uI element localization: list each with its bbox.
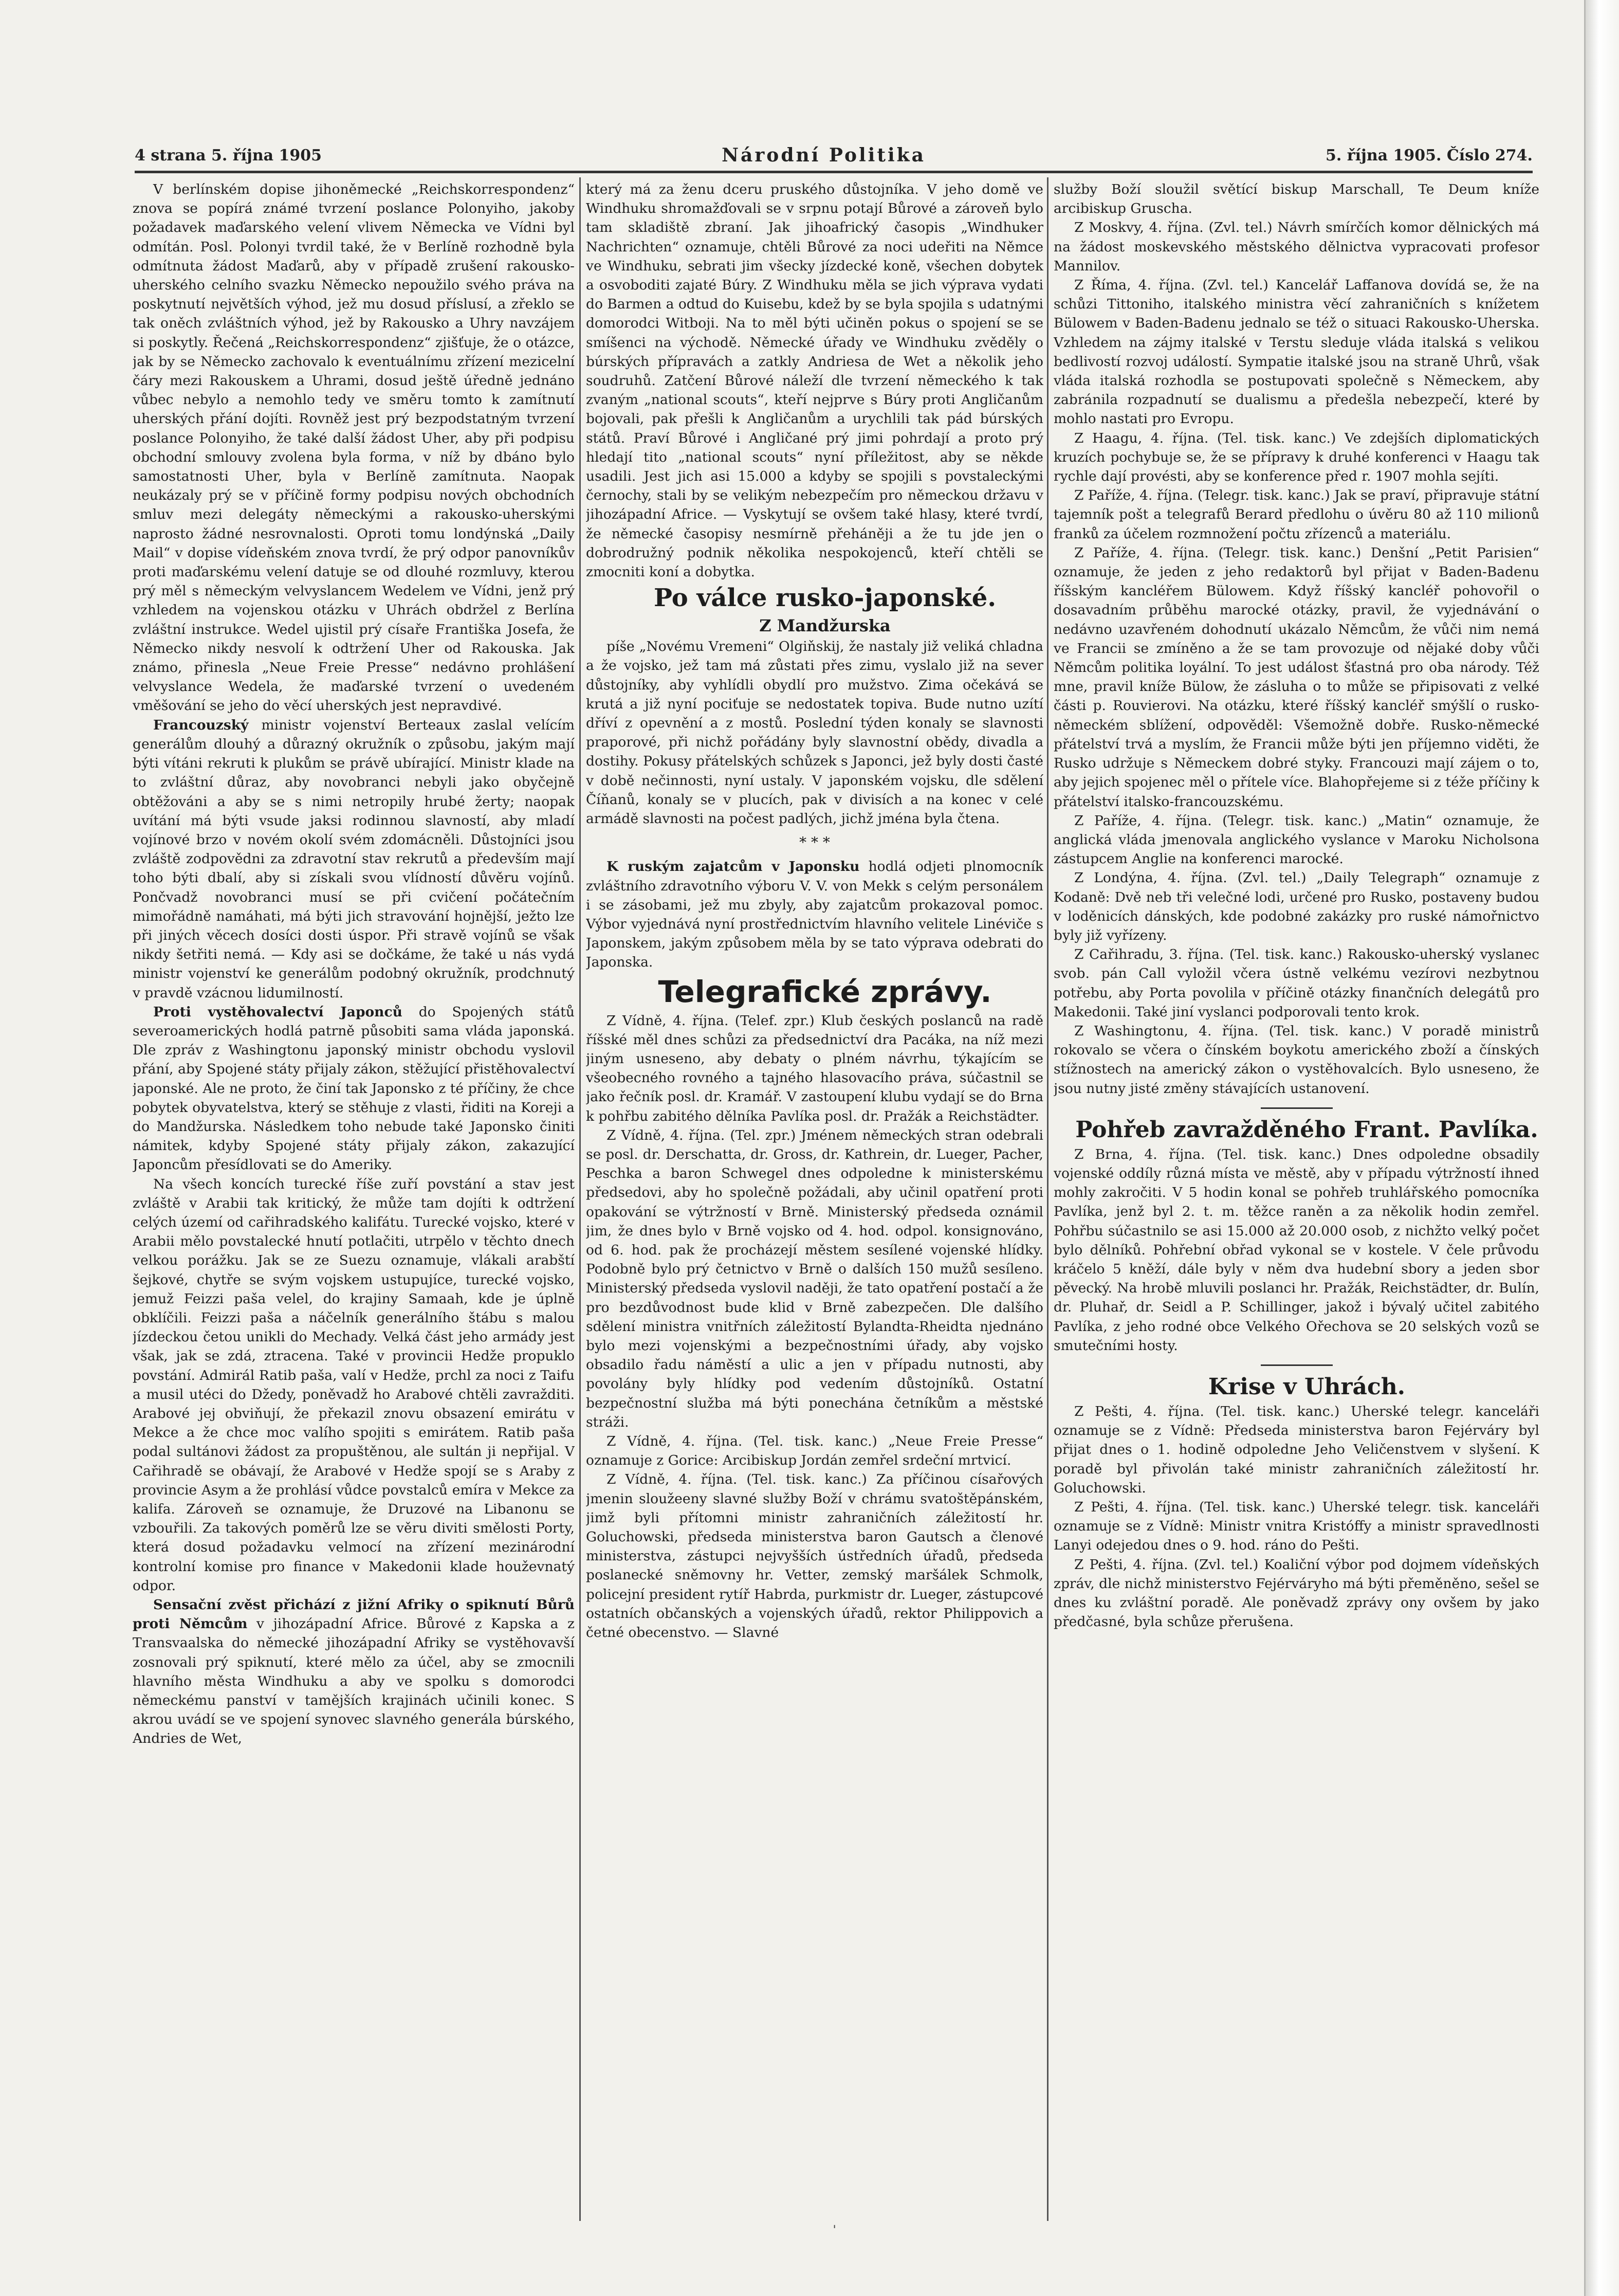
- article-french-recruits: [133, 716, 575, 1003]
- header-date-left: 4 strana 5. října 1905: [135, 146, 322, 165]
- telegram-washington: Z Washingtonu, 4. října. (Tel. tisk. kanc.) V poradě ministrů rokovalo se včera o čínském boykotu amerického zboží a čínských stížnostech na americký zákon o vystěhovalcích. Bylo usneseno, že jsou nutny jisté změny stávajících ustanovení.: [1054, 1023, 1539, 1097]
- column-1: [133, 180, 575, 2221]
- telegram-paris-1: Z Paříže, 4. října. (Telegr. tisk. kanc.) Jak se praví, připravuje státní tajemník pošt a telegrafů Berard předlohu o úvěru 80 až 110 milionů franků za účelem rozmnožení počtu zřízenců a materiálu.: [1054, 487, 1539, 542]
- article-reichskorrespondenz: V berlínském dopise jihoněmecké „Reichskorrespondenz“ znova se popírá známé tvrzení poslance Polonyiho, jakoby požadavek maďarského velení vlivem Německa ve Vídni byl odmítán. Posl. Polonyi tvrdil také, že v Berlíně rozhodně byla odmítnuta žádost Maďarů, aby v případě zrušení rakousko-uherského celního svazku Německo nepoužilo svého práva na poskytnutí největších výhod, jež mu dosud příslusí, a zřeklo se tak oněch zvláštních výhod, jež by Rakousko a Uhry navzájem si poskytly. Řečená „Reichskorrespondenz“ zjišťuje, že o otázce, jak by se Německo zachovalo k eventuálnímu zřízení mezicelní čáry mezi Rakouskem a Uhrami, dosud ještě úředně jednáno vůbec nebylo a nemohlo tedy ve směru tomto k zamítnutí uherských přání dojíti. Rovněž jest prý bezpodstatným tvrzení poslance Polonyiho, že také další žádost Uher, aby při podpisu obchodní smlouvy zvolena byla forma, v níž by dbáno bylo samostatnosti Uher, byla v Berlíně zamítnuta. Naopak neukázaly prý se v příčině formy podpisu nových obchodních smluv mezi delegáty německými a rakousko-uherskými naprosto žádné nesrovnalosti. Oproti tomu londýnská „Daily Mail“ v dopise vídeňském znova tvrdí, že prý odpor panovníkův proti maďarskému velení datuje se od dlouhé rozmluvy, kterou prý měl s německým velvyslancem Wedelem ve Vídni, jenž prý vzhledem na vojenskou otázku v Uhrách obdržel z Berlína zvláštní instrukce. Wedel ujistil prý císaře Františka Josefa, že Německo nikdy nesvolí k odtržení Uher od Rakouska. Jak známo, přinesla „Neue Freie Presse“ nedávno prohlášení velvyslance Wedela, že maďarské tvrzení o uvedeném vměšování se jeho do věcí uherských jest nepravdivé.: [133, 181, 575, 714]
- bottom-mark: ˈ: [833, 2224, 837, 2239]
- telegram-hague: Z Haagu, 4. října. (Tel. tisk. kanc.) Ve zdejších diplomatických kruzích pochybuje se, že se přípravy k druhé konferenci v Haagu tak rychle dají provésti, aby se konference před r. 1907 mohla sejíti.: [1054, 430, 1539, 485]
- article-body: do Spojených států severoamerických hodlá patrně působiti sama vláda japonská. Dle zpráv z Washingtonu japonský ministr obchodu vyslovil přání, aby Spojené státy přijaly zákon, stěžující přistěhovalectví japonské. Ale ne proto, že činí tak Japonsko z té příčiny, že chce pobytek obyvatelstva, který se stěhuje z vlasti, řiditi na Koreji a do Mandžurska. Následkem toho nebude také Japonsko činiti námitek, kdyby Spojené státy přijaly zákon, zakazující Japoncům přesídlovati se do Ameriky.: [133, 1004, 575, 1173]
- telegram-vienna-4-continued: služby Boží sloužil světící biskup Marschall, Te Deum kníže arcibiskup Gruscha.: [1054, 181, 1539, 217]
- article-body: v jihozápadní Africe. Bůrové z Kapska a z Transvaalska do německé jihozápadní Afriky se vystěhovavší zosnovali prý spiknutí, které mělo za účel, aby se zmocnili hlavního města Windhuku a aby ve spolku s domorodci německému panství v tamějších krajinách učinili konec. S akrou uvádí se ve spojení synovec slavného generála búrského, Andries de Wet,: [133, 1616, 575, 1747]
- article-lead: K ruským zajatcům v Japonsku: [606, 859, 860, 875]
- article-lead: Sensační zvěst přichází z jižní Afriky o spiknutí Bůrů proti Němcům: [133, 1597, 575, 1632]
- column-divider-1: [579, 177, 581, 2221]
- section-heading-telegrams: Telegrafické zprávy.: [658, 974, 992, 1009]
- telegram-moscow: Z Moskvy, 4. října. (Zvl. tel.) Návrh smírčích komor dělnických má na žádost moskevského městského dělnictva vypracovati profesor Mannilov.: [1054, 220, 1539, 274]
- article-boer-conspiracy: [133, 1595, 575, 1748]
- column-divider-2: [1047, 177, 1048, 2221]
- masthead-title: Národní Politika: [722, 144, 926, 166]
- telegram-vienna-3: Z Vídně, 4. října. (Tel. tisk. kanc.) „Neue Freie Presse“ oznamuje z Gorice: Arcibiskup Jordán zemřel srdeční mrtvicí.: [586, 1433, 1043, 1469]
- column-2: [586, 180, 1043, 2221]
- telegram-pest-1: Z Pešti, 4. října. (Tel. tisk. kanc.) Uherské telegr. kanceláři oznamuje se z Vídně: Předseda ministerstva baron Fejérváry byl přijat dnes o 1. hodině odpoledne Jeho Veličenstvem v slyšení. K poradě byl přivolán také ministr zahraničních záležitostí hr. Goluchowski.: [1054, 1403, 1539, 1496]
- telegram-vienna-1: Z Vídně, 4. října. (Telef. zpr.) Klub českých poslanců na radě říšské měl dnes schůzi za předsednictví dra Pacáka, na níž mezi jiným usneseno, aby debaty o plném návrhu, týkajícím se všeobecného rovného a tajného hlasovacího práva, súčastnil se jako řečník posl. dr. Kramář. V zastoupení klubu vydají se do Brna k pohřbu zabitého dělníka Pavlíka posl. dr. Pražák a Reichstädter.: [586, 1012, 1043, 1124]
- column-3: [1054, 180, 1539, 2221]
- section-heading-pavlik-funeral: Pohřeb zavražděného Frant. Pavlíka.: [1075, 1116, 1538, 1143]
- section-separator-stars: * * *: [799, 834, 830, 851]
- section-rule: [1261, 1364, 1333, 1366]
- section-rule: [1261, 1107, 1333, 1109]
- article-manchuria: píše „Novému Vremeni“ Olgiňskij, že nastaly již veliká chladna a že vojsko, jež tam má zůstati přes zimu, vyslalo již na sever důstojníky, aby vyhlídli obydlí pro mužstvo. Zima očekává se krutá a již nyní pociťuje se nedostatek topiva. Bude nutno uzítí dříví z opevnění a z mostů. Poslední týden konaly se slavnosti praporové, při nichž pořádány byly slavnostní obědy, divadla a dostihy. Pokusy přátelských schůzek s Japonci, jež byly dosti časté v době nečinnosti, nyní ustaly. V japonském vojsku, dle sdělení Číňanů, konaly se v plucích, pak v divisích a na konec v celé armádě slavnosti na počest padlých, jichž jména byla čtena.: [586, 639, 1043, 827]
- telegram-paris-3: Z Paříže, 4. října. (Telegr. tisk. kanc.) „Matin“ oznamuje, že anglická vláda jmenovala anglického vyslance v Maroku Nicholsona zástupcem Anglie na konferenci marocké.: [1054, 812, 1539, 867]
- section-subheading-manchuria: Z Mandžurska: [759, 616, 891, 636]
- article-boer-continued: který má za ženu dceru pruského důstojníka. V jeho domě ve Windhuku shromažďovali se v srpnu potají Bůrové a zároveň bylo tam skladiště zbraní. Jak jihoafrický časopis „Windhuker Nachrichten“ oznamuje, chtěli Bůrové za noci udeřiti na Němce ve Windhuku, sebrati jim všecky jízdecké koně, všechen dobytek a osvoboditi zajaté Búry. Z Windhuku měla se jich výprava vydati do Barmen a odtud do Kuisebu, kdež by se byla spojila s udatnými domorodci Witboji. Na to měl býti učiněn pokus o spojení se se smíšenci na východě. Německé úřady ve Windhuku zvěděly o búrských přípravách a zatkly Andriesa de Wet a několik jeho soudruhů. Zatčení Bůrové náleží dle tvrzení německého k tak zvaným „national scouts“, kteří nejprve s Búry proti Angličanům bojovali, pak přešli k Angličanům a urychlili tak pád búrských států. Praví Bůrové i Angličané prý jimi pohrdají a proto prý hledají tito „national scouts“ nyní příležitost, aby se někde usadili. Jest jich asi 15.000 a kdyby se spojili s povstaleckými černochy, stali by se velikým nebezpečím pro německou državu v jihozápadní Africe. — Vyskytují se ovšem také hlasy, které tvrdí, že německé časopisy nesmírně přeháněji a že tu jde jen o dobrodružný podnik několika nespokojenců, kteří chtěli se zmocniti koní a dobytka.: [586, 181, 1043, 580]
- article-body: ministr vojenství Berteaux zaslal velícím generálům dlouhý a důrazný okružník o způsobu, jakým mají býti vítáni rekruti k plukům se právě ubírající. Ministr klade na to zvláštní důraz, aby novobranci nebyli jako obyčejně obtěžováni a aby se s nimi netropily hrubé žerty; naopak uvítání má býti vsude jaksi rodinnou slavností, aby mladí vojínové brzo v novém okolí svém zdomácněli. Důstojníci jsou zvláště zodpovědni za zdravotní stav rekrutů a především mají toho býti dbalí, aby si získali svou vlídností důvěru vojínů. Pončvadž novobranci musí se při cvičení počátečním mimořádně namáhati, má býti jich stravování hojnější, ježto lze při jiných věcech dosíci dosti úspor. Při stravě vojínů se však nikdy šetřiti nemá. — Kdy asi se dočkáme, že také u nás vydá ministr vojenství ke generálům podobný okružník, prodchnutý v pravdě vzácnou lidumilností.: [133, 717, 575, 1001]
- telegram-london: Z Londýna, 4. října. (Zvl. tel.) „Daily Telegraph“ oznamuje z Kodaně: Dvě neb tři velečné lodi, určené pro Rusko, postaveny budou v loděnicích dánských, kde podobné zakázky pro ruské námořnictvo byly již vyřízeny.: [1054, 870, 1539, 943]
- page-header: [135, 142, 1533, 169]
- article-lead: Proti vystěhovalectví Japonců: [153, 1004, 402, 1020]
- section-heading-hungary-crisis: Krise v Uhrách.: [1208, 1373, 1406, 1400]
- article-prisoners-japan: [586, 857, 1043, 972]
- header-date-issue: 5. října 1905. Číslo 274.: [1326, 146, 1533, 165]
- article-brno-funeral: Z Brna, 4. října. (Tel. tisk. kanc.) Dnes odpoledne obsadily vojenské oddíly různá místa ve městě, aby v případu výtržností ihned mohly zakročiti. V 5 hodin konal se pohřeb truhlářského pomocníka Pavlíka, jenž byl 2. t. m. těžce raněn a za několik hodin zemřel. Pohřbu súčastnilo se asi 15.000 až 20.000 osob, z nichžto velký počet bylo dělníků. Pohřební obřad vykonal se v kostele. V čele průvodu kráčelo 5 kněží, dále byly v něm dva hudební sbory a jeden sbor pěvecký. Na hrobě mluvili poslanci hr. Pražák, Reichstädter, dr. Bulín, dr. Pluhař, dr. Seidl a P. Schillinger, jakož i bývalý učitel zabitého Pavlíka, z jeho rodné obce Velkého Ořechova se 20 selských vozů se smutečními hosty.: [1054, 1146, 1539, 1354]
- telegram-vienna-2: Z Vídně, 4. října. (Tel. zpr.) Jménem německých stran odebrali se posl. dr. Derschatta, dr. Gross, dr. Kathrein, dr. Lueger, Pacher, Peschka a baron Schwegel dnes odpoledne k ministerskému předsedovi, aby ho společně požádali, aby učinil opatření proti opakování se výtržností v Brně. Ministerský předseda oznámil jim, že dnes bylo v Brně vojsko od 4. hod. odpol. konsignováno, od 6. hod. pak že procházejí městem sesílené vojenské hlídky. Podobně bylo prý četnictvo v Brně o dalších 150 mužů sesíleno. Ministerský předseda vyslovil naději, že tato opatření postačí a že pro bezdůvodnost bude klid v Brně zabezpečen. Dle dalšího sdělení ministra vnitřních záležitostí Bylandta-Rheidta njednáno bylo mezi vojenskými a bezpečnostními úřady, aby vojsko obsadilo řadu náměstí a ulic a jen v případu nutnosti, aby povolány byly hlídky pod vedením důstojníků. Ostatní bezpečnostní služba má býti ponechána četníkům a městské stráži.: [586, 1127, 1043, 1430]
- article-lead: Francouzský: [153, 717, 249, 733]
- telegram-vienna-4: Z Vídně, 4. října. (Tel. tisk. kanc.) Za příčinou císařových jmenin sloužeeny slavné služby Boží v chrámu svatoštěpánském, jimž byli přítomni ministr zahraničních záležitostí hr. Goluchowski, předseda ministerstva baron Gautsch a členové ministerstva, zástupci nejvyšších ústředních úřadů, předseda poslanecké sněmovny hr. Vetter, zemský maršálek Schmolk, policejní president rytíř Habrda, purkmistr dr. Lueger, zástupcové ostatních občanských a vojenských úřadů, rektor Philippovich a četné obecenstvo. — Slavné: [586, 1471, 1043, 1641]
- section-heading-russo-japanese: Po válce rusko-japonské.: [653, 584, 997, 613]
- telegram-pest-3: Z Pešti, 4. října. (Zvl. tel.) Koaliční výbor pod dojmem vídeňských zpráv, dle nichž ministerstvo Fejérváryho má býti přeměněno, sešel se dnes ku zvláštní poradě. Ale poněvadž zprávy ony ovšem by jako předčasné, byla schůze přerušena.: [1054, 1556, 1539, 1630]
- article-body: hodlá odjeti plnomocník zvláštního zdravotního výboru V. V. von Mekk s celým personálem i se zásobami, jež mu zbyly, aby zajatcům prokazoval pomoc. Výbor vyjednává nyní prostřednictvím hlavního velitele Linéviče s Japonskem, jakým způsobem měla by se tato výprava odebrati do Japonska.: [586, 859, 1043, 971]
- telegram-pest-2: Z Pešti, 4. října. (Tel. tisk. kanc.) Uherské telegr. tisk. kanceláři oznamuje se z Vídně: Ministr vnitra Kristóffy a ministr spravedlnosti Lanyi odejedou dnes o 9. hod. ráno do Pešti.: [1054, 1499, 1539, 1554]
- telegram-rome: Z Říma, 4. října. (Zvl. tel.) Kancelář Laffanova dovídá se, že na schůzi Tittoniho, italského ministra věcí zahraničních s knížetem Bülowem v Baden-Badenu jednalo se též o situaci Rakousko-Uherska. Vzhledem na zájmy italské v Terstu sleduje vláda italská s velikou bedlivostí rozvoj událostí. Sympatie italské jsou na straně Uhrů, však vláda italská rozhodla se postupovati společně s Německem, aby zabránila rozpadnutí se dualismu a předešla nebezpečí, které by mohlo nastati pro Evropu.: [1054, 277, 1539, 427]
- telegram-paris-2: Z Paříže, 4. října. (Telegr. tisk. kanc.) Denšní „Petit Parisien“ oznamuje, že jeden z jeho redaktorů byl přijat v Baden-Badenu říšským kancléřem Bülowem. Když říšský kancléř pohovořil o dosavadním průběhu marocké otázky, pravil, že vyjednávání o nedávno uzavřeném dohodnutí ukázalo Němcům, že vůči nim nemá ve Francii se zmíněno a že se tam provozuje od nějaké doby vůči Němcům politika loyální. To jest událost šťastná pro oba národy. Též mne, pravil kníže Bülow, že zásluha o to může se připisovati z velké části p. Rouvierovi. Na otázku, které říšský kancléř smýšlí o rusko-německém sblížení, odpověděl: Všemožně dobře. Rusko-německé přátelství trvá a myslím, že Francii může býti jen příjemno viděti, že Rusko udržuje s Německem dobré styky. Francouzi mají zájem o to, aby jejich spojenec měl o přítele více. Blahopřejeme si z téže příčiny k přátelství italsko-francouzskému.: [1054, 544, 1539, 810]
- article-japanese-emigration: [133, 1003, 575, 1175]
- header-rule: [135, 171, 1533, 173]
- next-page-edge: [1584, 0, 1619, 2296]
- article-turkish-uprising: Na všech koncích turecké říše zuří povstání a stav jest zvláště v Arabii tak kritický, že může tam dojíti k odtržení celých území od cařihradského kalifátu. Turecké vojsko, které v Arabii mělo povstalecké hnutí potlačiti, utrpělo v těchto dnech velkou porážku. Jak se ze Suezu oznamuje, vlákali arabští šejkové, chytře se svým vojskem ustupujíce, turecké vojsko, jemuž Feizzi paša velel, do krajiny Samaah, kde je úplně obklíčili. Feizzi paša a náčelník generálního štábu s malou jízdeckou četou unikli do Mechady. Velká část jeho armády jest však, jak se zdá, ztracena. Také v provincii Hedže propuklo povstání. Admirál Ratib paša, valí v Hedže, prchl za noci z Taifu a musil utéci do Džedy, poněvadž ho Arabové chtěli zavražditi. Arabové jej obviňují, že překazil znovu obsazení emirátu v Mekce a že chce moc valího spojiti s emirátem. Ratib paša podal sultánovi žádost za propuštěnou, ale sultán ji nepřijal. V Cařihradě se obávají, že Arabové v Hedže spojí se s Araby z provincie Asym a že prohlásí vůdce povstalců emíra v Mekce za kalifa. Zároveň se oznamuje, že Druzové na Libanonu se vzbouřili. Za takových poměrů lze se věru diviti smělosti Porty, která dosud požadavku velmocí na zřízení mezinárodní kontrolní komise pro finance v Makedonii klade houževnatý odpor.: [133, 1176, 575, 1594]
- telegram-constantinople: Z Cařihradu, 3. října. (Tel. tisk. kanc.) Rakousko-uherský vyslanec svob. pán Call vyložil včera ústně velkému vezírovi nezbytnou potřebu, aby Porta povolila v příčině otázky finančních delegátů pro Makedonii. Také jiní vyslanci podporovali tento krok.: [1054, 946, 1539, 1020]
